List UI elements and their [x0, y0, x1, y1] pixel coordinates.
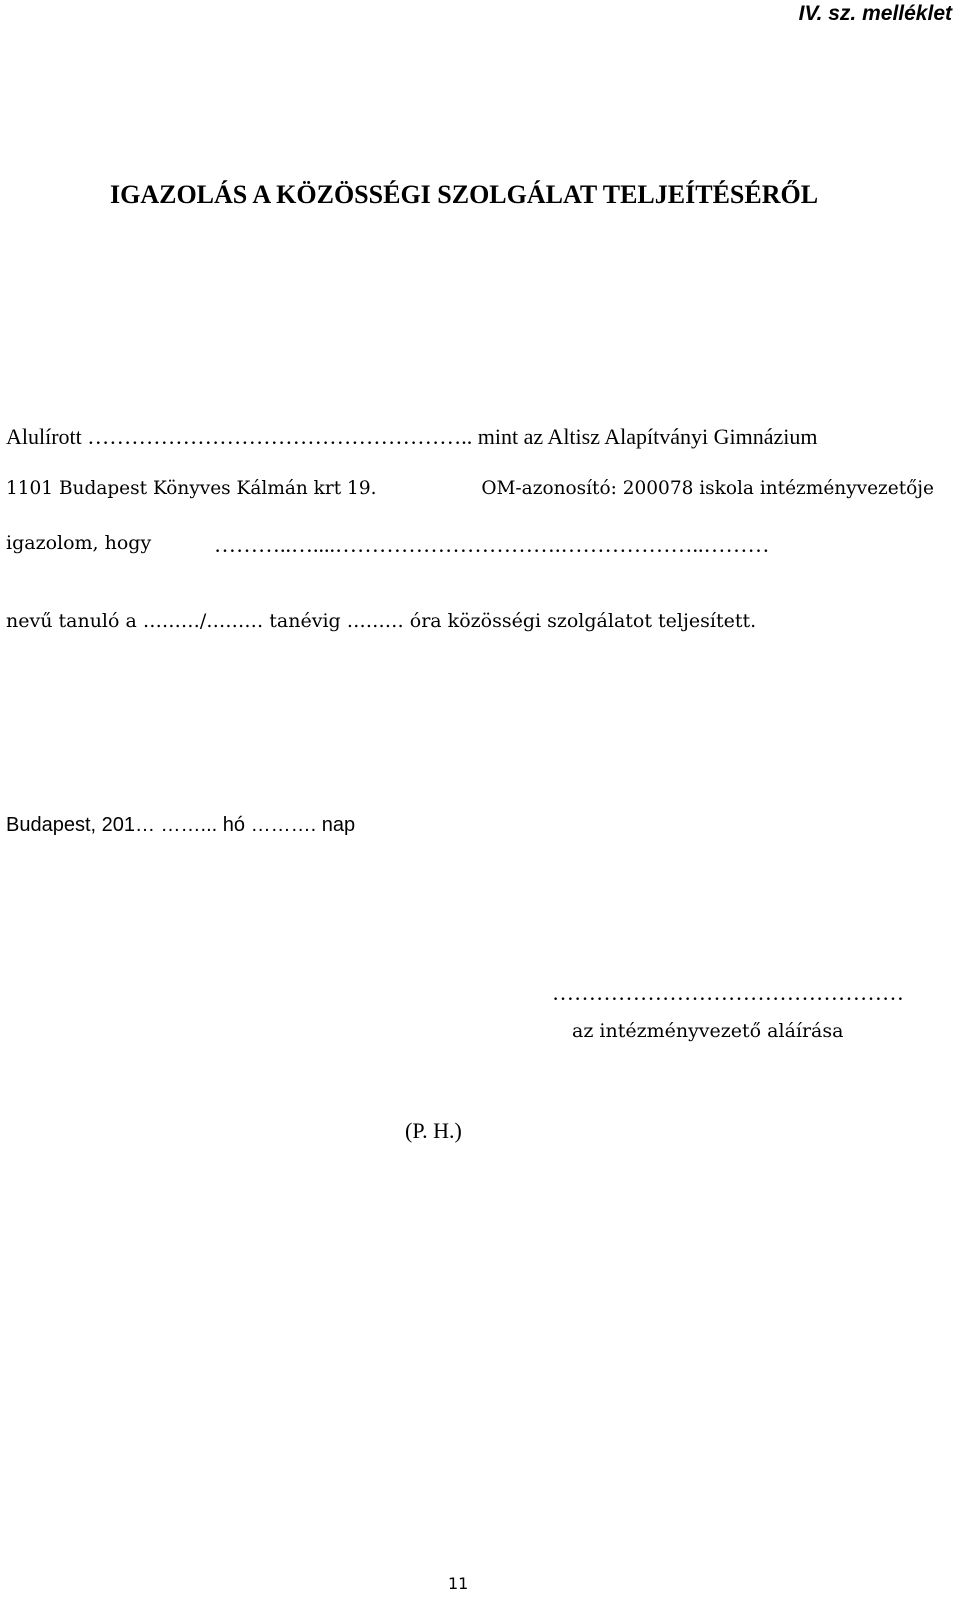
signature-blank: ………………………………………… — [552, 980, 904, 1005]
service-statement-line: nevű tanuló a ………/……… tanévig ……… óra közösségi szolgálatot teljesített. — [6, 610, 757, 632]
stamp-label: (P. H.) — [405, 1118, 462, 1143]
document-title: IGAZOLÁS A KÖZÖSSÉGI SZOLGÁLAT TELJEÍTÉSÉRŐL — [110, 180, 819, 209]
address-line — [6, 478, 934, 499]
certify-label: igazolom, hogy — [6, 532, 152, 554]
om-identifier: OM-azonosító: 200078 iskola intézményvezetője — [481, 478, 934, 499]
student-name-blank: ………..…....………………………….………………..……… — [214, 532, 770, 557]
date-line: Budapest, 201… ……... hó ………. nap — [6, 814, 356, 836]
page-number: 11 — [448, 1574, 469, 1593]
certify-line — [6, 532, 770, 557]
signature-label: az intézményvezető aláírása — [572, 1020, 844, 1042]
undersigned-line: Alulírott …………………………………………….. mint az Altisz Alapítványi Gimnázium — [6, 424, 818, 449]
annex-label: IV. sz. melléklet — [798, 2, 952, 25]
school-address: 1101 Budapest Könyves Kálmán krt 19. — [6, 478, 377, 499]
